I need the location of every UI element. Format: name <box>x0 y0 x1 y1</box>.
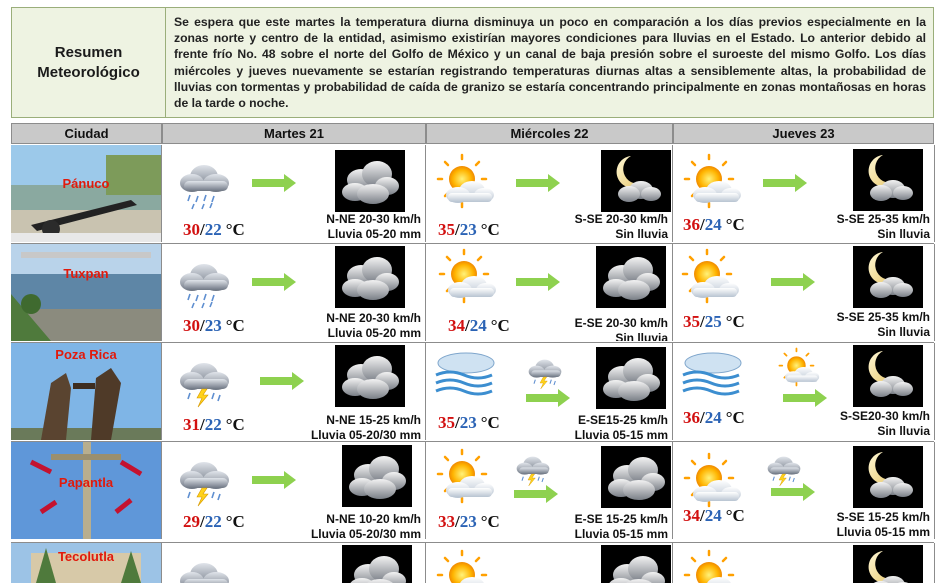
wind: S-SE 25-35 km/h <box>836 310 930 324</box>
night-moon-icon <box>853 446 923 508</box>
wind: E-SE15-25 km/h <box>577 413 668 427</box>
forecast-cell <box>426 343 673 440</box>
rain: Sin lluvia <box>877 227 930 241</box>
rain: Lluvia 05-20/30 mm <box>310 428 421 440</box>
night-clouds-icon <box>601 545 671 583</box>
night-clouds-icon <box>596 347 666 409</box>
arrow-right-icon <box>771 272 817 292</box>
sun-cloud-icon <box>438 248 500 304</box>
night-clouds-icon <box>596 246 666 308</box>
storm-cloud-icon <box>526 353 566 393</box>
temperature: 33/23 °C <box>438 512 500 531</box>
rain: Lluvia 05-20 mm <box>327 227 421 241</box>
rain: Lluvia 05-15 mm <box>574 527 668 539</box>
rain: Sin lluvia <box>615 227 668 241</box>
sun-cloud-icon <box>436 549 498 583</box>
rain-cloud-icon <box>176 553 236 583</box>
temperature: 34/24 °C <box>683 506 745 525</box>
arrow-right-icon <box>252 173 298 193</box>
arrow-right-icon <box>783 388 829 408</box>
rain: Sin lluvia <box>877 325 930 339</box>
wind: E-SE 20-30 km/h <box>574 316 668 330</box>
row-tecolutla <box>11 543 934 583</box>
night-moon-icon <box>853 149 923 211</box>
papantla-photo <box>11 442 161 539</box>
rain-cloud-icon <box>176 254 236 314</box>
temperature: 35/25 °C <box>683 312 745 331</box>
city-name: Tuxpan <box>63 266 109 281</box>
night-clouds-icon <box>601 446 671 508</box>
tuxpan-photo <box>11 244 161 341</box>
forecast-cell <box>673 145 935 242</box>
temperature: 30/23 °C <box>183 316 245 335</box>
temperature: 36/24 °C <box>683 408 745 427</box>
wind-cloud-icon <box>681 349 745 399</box>
wind: S-SE 25-35 km/h <box>836 212 930 226</box>
forecast-cell <box>426 145 673 242</box>
city-name: Pánuco <box>62 176 110 191</box>
forecast-cell <box>162 244 426 341</box>
forecast-cell <box>162 543 426 583</box>
sun-cloud-icon <box>683 452 745 508</box>
city-photo-tuxpan <box>11 244 162 341</box>
header-day-1: Martes 21 <box>162 123 426 144</box>
storm-cloud-icon <box>176 452 236 512</box>
wind: N-NE 15-25 km/h <box>326 413 421 427</box>
arrow-right-icon <box>516 272 562 292</box>
sun-cloud-icon <box>681 248 743 304</box>
night-clouds-icon <box>342 545 412 583</box>
forecast-cell <box>162 145 426 242</box>
night-clouds-icon <box>335 246 405 308</box>
forecast-cell <box>426 442 673 539</box>
forecast-cell <box>426 543 673 583</box>
temperature: 29/22 °C <box>183 512 245 531</box>
wind: S-SE 15-25 km/h <box>836 510 930 524</box>
night-moon-icon <box>853 545 923 583</box>
arrow-right-icon <box>260 371 306 391</box>
wind: S-SE 20-30 km/h <box>574 212 668 226</box>
wind: E-SE 15-25 km/h <box>574 512 668 526</box>
forecast-table <box>11 123 934 583</box>
sun-cloud-icon <box>778 347 822 387</box>
rain: Lluvia 05-15 mm <box>574 428 668 440</box>
forecast-cell <box>162 442 426 539</box>
night-moon-icon <box>853 246 923 308</box>
city-photo-poza-rica <box>11 343 162 440</box>
rain: Lluvia 05-20 mm <box>327 326 421 340</box>
rain: Lluvia 05-15 mm <box>836 525 930 539</box>
city-photo-panuco <box>11 145 162 242</box>
forecast-cell <box>673 343 935 440</box>
arrow-right-icon <box>526 388 572 408</box>
temperature: 35/23 °C <box>438 413 500 432</box>
header-city: Ciudad <box>11 123 162 144</box>
arrow-right-icon <box>514 484 560 504</box>
temperature: 35/23 °C <box>438 220 500 239</box>
rain: Sin lluvia <box>877 424 930 438</box>
arrow-right-icon <box>771 482 817 502</box>
city-name: Tecolutla <box>57 549 115 564</box>
night-clouds-icon <box>335 150 405 212</box>
forecast-cell <box>426 244 673 341</box>
city-photo-papantla <box>11 442 162 539</box>
row-poza-rica <box>11 343 934 442</box>
night-moon-icon <box>601 150 671 212</box>
panuco-photo <box>11 145 161 242</box>
sun-cloud-icon <box>436 153 498 209</box>
forecast-cell <box>673 543 935 583</box>
wind: N-NE 10-20 km/h <box>326 512 421 526</box>
forecast-cell <box>673 244 935 341</box>
arrow-right-icon <box>252 470 298 490</box>
night-clouds-icon <box>335 345 405 407</box>
temperature: 30/22 °C <box>183 220 245 239</box>
arrow-right-icon <box>516 173 562 193</box>
rain: Sin lluvia <box>615 331 668 341</box>
city-name: Papantla <box>58 475 114 490</box>
arrow-right-icon <box>252 272 298 292</box>
night-moon-icon <box>853 345 923 407</box>
sun-cloud-icon <box>436 448 498 504</box>
temperature: 34/24 °C <box>448 316 510 335</box>
temperature: 36/24 °C <box>683 215 745 234</box>
wind-cloud-icon <box>434 349 498 399</box>
row-papantla <box>11 442 934 543</box>
night-clouds-icon <box>342 445 412 507</box>
summary-title: Resumen Meteorológico <box>12 8 166 117</box>
header-day-2: Miércoles 22 <box>426 123 673 144</box>
city-name: Poza Rica <box>55 347 117 362</box>
storm-cloud-icon <box>176 353 236 413</box>
sun-cloud-icon <box>683 153 745 209</box>
forecast-cell <box>673 442 935 539</box>
wind: S-SE20-30 km/h <box>839 409 930 423</box>
header-day-3: Jueves 23 <box>673 123 934 144</box>
arrow-right-icon <box>763 173 809 193</box>
rain: Lluvia 05-20/30 mm <box>310 527 421 539</box>
sun-cloud-icon <box>683 549 745 583</box>
weather-summary <box>11 7 934 118</box>
city-photo-tecolutla <box>11 543 162 583</box>
forecast-cell <box>162 343 426 440</box>
row-panuco <box>11 145 934 244</box>
temperature: 31/22 °C <box>183 415 245 434</box>
row-tuxpan <box>11 244 934 343</box>
wind: N-NE 20-30 km/h <box>326 212 421 226</box>
rain-cloud-icon <box>176 155 236 215</box>
wind: N-NE 20-30 km/h <box>326 311 421 325</box>
summary-text: Se espera que este martes la temperatura diurna disminuya un poco en comparación a los días previos especialmente en la zonas norte y centro de la entidad, asimismo existirían mayores condiciones para lluvias en el Estado. Lo anterior debido al frente frío No. 48 sobre el norte del Golfo de México y un canal de baja presión sobre el suroeste del mismo Golfo. Los días miércoles y jueves nuevamente se estarían registrando temperaturas diurnas altas a sensiblemente altas, la probabilidad de lluvias con tormentas y probabilidad de caída de granizo se estaría concentrando principalmente en zonas montañosas en horas de la tarde o noche. <box>174 15 926 111</box>
